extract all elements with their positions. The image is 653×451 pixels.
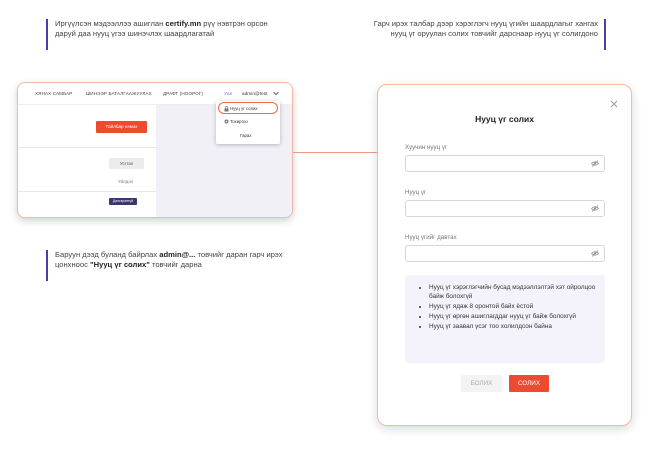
nav-draft[interactable]: ДРАФТ (НООРОГ) (163, 91, 204, 96)
note-bar-top-right (604, 19, 606, 50)
highlight-outline (218, 102, 278, 114)
old-password-label: Хуучин нууц үг (405, 144, 448, 151)
password-rules-box (405, 275, 605, 363)
password-rules-list (421, 283, 596, 332)
new-password-field[interactable] (405, 200, 605, 217)
rule-item: • Нууц үг өргөн ашиглагддаг нууц үг байж болохгүй (429, 312, 596, 321)
menu-settings[interactable]: Тохиргоо (230, 119, 248, 124)
add-comment-button[interactable]: Тайлбар нэмэх (96, 121, 147, 133)
nav-short[interactable]: Уал (224, 91, 233, 96)
status-text: Үйлдэл (118, 179, 134, 184)
change-button[interactable]: СОЛИХ (509, 375, 549, 392)
modal-title: Нууц үг солих (475, 114, 534, 124)
rule-item: • Нууц үг хэрэглэгчийн бусад мэдээллэлтэй хэт ойролцоо байж болохгүй (429, 283, 596, 302)
menu-logout[interactable]: Гарах (240, 133, 252, 138)
eye-off-icon[interactable] (591, 250, 599, 257)
nav-new-verification[interactable]: ШИНЭЭР БАТАЛГААЖУУЛАХ (86, 91, 152, 96)
gear-icon (224, 119, 229, 124)
cancel-button[interactable]: БОЛИХ (461, 375, 502, 392)
rule-item: • Нууц үг заавал үсэг тоо холилдсон байна (429, 322, 596, 331)
connector-line (293, 152, 377, 153)
eye-off-icon[interactable] (591, 205, 599, 212)
change-password-modal (377, 84, 632, 426)
new-password-label: Нууц үг (405, 189, 427, 196)
nav-dashboard[interactable]: ХЯНАХ САМБАР (35, 91, 73, 96)
details-badge[interactable]: Дэлгэрэнгүй (109, 198, 137, 205)
note-top-right: Гарч ирэх талбар дээр хэрэглэгч нууц үгийн шаардлагыг хангах нууц үг оруулан солих товчийг дарснаар нууц үг солигдоно (373, 19, 598, 38)
confirm-password-label: Нууц үгийг давтах (405, 234, 457, 241)
note-bar-top-left (46, 19, 48, 50)
user-menu-button[interactable]: admin@test (242, 91, 268, 96)
note-bottom-left: Баруун дээд буланд байрлах admin@... товчийг даран гарч ирэх цонхноос "Нууц үг солих" товчийг дарна (55, 250, 283, 269)
confirm-password-field[interactable] (405, 245, 605, 262)
close-icon[interactable] (610, 100, 618, 108)
delete-button[interactable]: Устгах (109, 158, 144, 169)
menu-change-password[interactable]: Нууц үг солих (230, 106, 258, 111)
note-top-left: Иргүүлсэн мэдээллээ ашиглан certify.mn рүү нэвтрэн орсон даруй даа нууц үгээ шинэчлэх шаардлагатай (55, 19, 268, 38)
divider (18, 147, 156, 148)
chevron-down-icon[interactable] (273, 91, 279, 96)
eye-off-icon[interactable] (591, 160, 599, 167)
note-bar-bottom-left (46, 250, 48, 281)
divider (18, 191, 156, 192)
old-password-field[interactable] (405, 155, 605, 172)
rule-item: • Нууц үг ядаж 8 оронтой байх ёстой (429, 302, 596, 311)
